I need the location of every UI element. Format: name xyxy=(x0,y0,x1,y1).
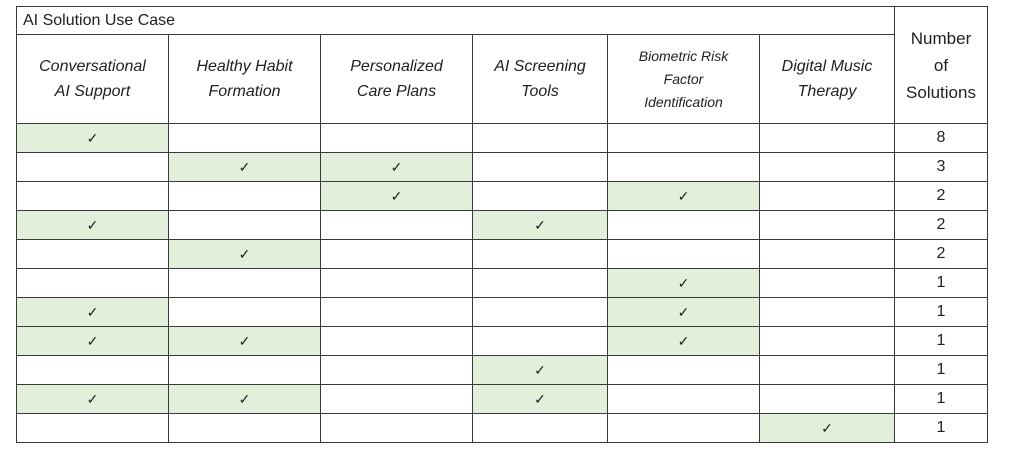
checkmark-icon: ✓ xyxy=(238,390,251,407)
count-header-line: of xyxy=(933,55,949,75)
empty-cell xyxy=(17,356,169,385)
table-row xyxy=(17,269,988,298)
checkmark-icon: ✓ xyxy=(86,216,99,233)
checkmark-icon: ✓ xyxy=(86,390,99,407)
checkmark-icon: ✓ xyxy=(534,361,546,378)
column-header xyxy=(760,35,895,124)
table-row xyxy=(17,153,988,182)
checkmark-icon: ✓ xyxy=(677,303,690,320)
table-row xyxy=(17,385,988,414)
column-header-line: Therapy xyxy=(797,83,857,100)
empty-cell xyxy=(169,414,321,443)
column-header-line: Formation xyxy=(208,83,281,100)
checkmark-icon: ✓ xyxy=(238,332,251,349)
checked-cell xyxy=(608,327,760,356)
solution-count: 2 xyxy=(895,240,988,269)
solution-count: 1 xyxy=(895,356,988,385)
table-row xyxy=(17,298,988,327)
table-row xyxy=(17,124,988,153)
empty-cell xyxy=(608,124,760,153)
checked-cell xyxy=(760,414,895,443)
empty-cell xyxy=(17,414,169,443)
checkmark-icon: ✓ xyxy=(86,332,99,349)
empty-cell xyxy=(760,298,895,327)
table-title: AI Solution Use Case xyxy=(17,7,895,35)
empty-cell xyxy=(760,327,895,356)
empty-cell xyxy=(169,211,321,240)
column-header xyxy=(473,35,608,124)
empty-cell xyxy=(608,414,760,443)
solution-count: 2 xyxy=(895,182,988,211)
empty-cell xyxy=(473,124,608,153)
checked-cell xyxy=(17,385,169,414)
checkmark-icon: ✓ xyxy=(821,419,833,436)
empty-cell xyxy=(608,153,760,182)
checked-cell xyxy=(169,153,321,182)
empty-cell xyxy=(17,240,169,269)
checkmark-icon: ✓ xyxy=(677,187,690,204)
use-case-table xyxy=(16,6,988,443)
solution-count: 2 xyxy=(895,211,988,240)
column-header xyxy=(321,35,473,124)
table-row xyxy=(17,211,988,240)
checked-cell xyxy=(17,211,169,240)
empty-cell xyxy=(321,269,473,298)
table-row xyxy=(17,327,988,356)
empty-cell xyxy=(17,269,169,298)
checked-cell xyxy=(17,298,169,327)
checked-cell xyxy=(321,153,473,182)
checked-cell xyxy=(17,124,169,153)
empty-cell xyxy=(169,182,321,211)
column-header-line: Identification xyxy=(644,93,723,110)
solution-count: 1 xyxy=(895,327,988,356)
empty-cell xyxy=(169,124,321,153)
empty-cell xyxy=(473,298,608,327)
solution-count: 8 xyxy=(895,124,988,153)
empty-cell xyxy=(608,211,760,240)
checked-cell xyxy=(321,182,473,211)
column-header xyxy=(169,35,321,124)
checkmark-icon: ✓ xyxy=(238,158,251,175)
column-header xyxy=(608,35,760,124)
checkmark-icon: ✓ xyxy=(534,216,546,233)
column-header-line: Conversational xyxy=(39,58,146,75)
column-header-line: Healthy Habit xyxy=(196,58,293,75)
solution-count: 1 xyxy=(895,414,988,443)
empty-cell xyxy=(321,124,473,153)
count-header-line: Number xyxy=(910,28,972,48)
checked-cell xyxy=(473,385,608,414)
checkmark-icon: ✓ xyxy=(390,158,403,175)
checked-cell xyxy=(17,327,169,356)
empty-cell xyxy=(608,240,760,269)
empty-cell xyxy=(608,385,760,414)
solution-count: 3 xyxy=(895,153,988,182)
checkmark-icon: ✓ xyxy=(390,187,403,204)
empty-cell xyxy=(473,153,608,182)
column-header-line: AI Support xyxy=(54,83,131,100)
checkmark-icon: ✓ xyxy=(86,129,99,146)
empty-cell xyxy=(760,211,895,240)
count-header-line: Solutions xyxy=(906,82,976,102)
column-header-line: Factor xyxy=(663,70,704,87)
column-header-line: Personalized xyxy=(350,58,443,75)
empty-cell xyxy=(608,356,760,385)
column-header-line: Digital Music xyxy=(781,58,873,75)
number-of-solutions-header xyxy=(895,7,988,124)
empty-cell xyxy=(760,240,895,269)
checkmark-icon: ✓ xyxy=(677,332,690,349)
empty-cell xyxy=(473,182,608,211)
checkmark-icon: ✓ xyxy=(534,390,546,407)
empty-cell xyxy=(760,182,895,211)
empty-cell xyxy=(321,327,473,356)
column-header-line: Biometric Risk xyxy=(638,47,729,64)
column-header-line: Tools xyxy=(521,83,559,100)
empty-cell xyxy=(760,269,895,298)
empty-cell xyxy=(760,385,895,414)
solution-count: 1 xyxy=(895,385,988,414)
empty-cell xyxy=(321,385,473,414)
table-row xyxy=(17,414,988,443)
empty-cell xyxy=(321,240,473,269)
checked-cell xyxy=(169,385,321,414)
table-row xyxy=(17,356,988,385)
checked-cell xyxy=(473,211,608,240)
empty-cell xyxy=(169,298,321,327)
checked-cell xyxy=(608,182,760,211)
table-body xyxy=(17,124,988,443)
table-row xyxy=(17,240,988,269)
empty-cell xyxy=(760,124,895,153)
checked-cell xyxy=(473,356,608,385)
column-header xyxy=(17,35,169,124)
checked-cell xyxy=(608,298,760,327)
empty-cell xyxy=(760,153,895,182)
empty-cell xyxy=(473,327,608,356)
empty-cell xyxy=(169,269,321,298)
empty-cell xyxy=(17,153,169,182)
solution-count: 1 xyxy=(895,298,988,327)
checkmark-icon: ✓ xyxy=(86,303,99,320)
checkmark-icon: ✓ xyxy=(238,245,251,262)
empty-cell xyxy=(473,269,608,298)
empty-cell xyxy=(169,356,321,385)
empty-cell xyxy=(321,356,473,385)
empty-cell xyxy=(321,211,473,240)
empty-cell xyxy=(473,414,608,443)
checked-cell xyxy=(169,327,321,356)
empty-cell xyxy=(321,414,473,443)
column-header-line: Care Plans xyxy=(356,83,437,100)
checkmark-icon: ✓ xyxy=(677,274,690,291)
empty-cell xyxy=(760,356,895,385)
solution-count: 1 xyxy=(895,269,988,298)
empty-cell xyxy=(17,182,169,211)
column-header-row xyxy=(17,35,988,124)
table-row xyxy=(17,182,988,211)
empty-cell xyxy=(321,298,473,327)
column-header-line: AI Screening xyxy=(494,58,586,75)
empty-cell xyxy=(473,240,608,269)
checked-cell xyxy=(169,240,321,269)
checked-cell xyxy=(608,269,760,298)
